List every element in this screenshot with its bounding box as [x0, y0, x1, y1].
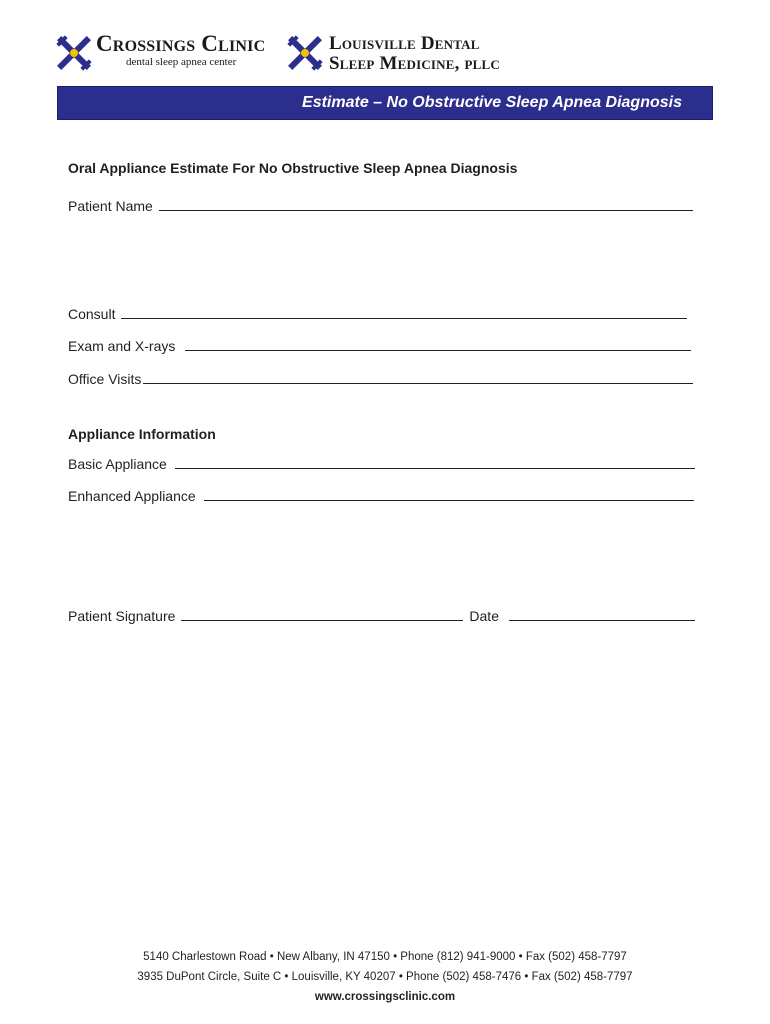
patient-name-line[interactable] [159, 209, 693, 211]
appliance-heading: Appliance Information [68, 426, 216, 442]
patient-name-field [68, 198, 693, 214]
enhanced-appliance-line[interactable] [204, 499, 694, 501]
logo2-line2: Sleep Medicine, pllc [329, 53, 500, 74]
louisville-dental-logo [287, 34, 500, 74]
basic-appliance-line[interactable] [175, 467, 695, 469]
office-visits-label: Office Visits [68, 371, 142, 387]
crossings-clinic-logo [56, 31, 266, 72]
title-banner [57, 86, 713, 120]
logo2-line1: Louisville Dental [329, 33, 480, 54]
patient-name-label: Patient Name [68, 198, 153, 214]
logo1-subtitle: dental sleep apnea center [126, 56, 237, 68]
louisville-x-icon [287, 34, 323, 72]
footer-address-1: 5140 Charlestown Road • New Albany, IN 47150 • Phone (812) 941-9000 • Fax (502) 458-7797 [143, 951, 627, 963]
logo1-title: Crossings Clinic [96, 31, 266, 56]
crossings-x-icon [56, 34, 92, 72]
office-visits-field [68, 371, 693, 387]
date-line[interactable] [509, 619, 695, 621]
consult-label: Consult [68, 306, 116, 322]
basic-appliance-label: Basic Appliance [68, 456, 167, 472]
enhanced-appliance-field [68, 488, 694, 504]
consult-line[interactable] [121, 317, 687, 319]
office-visits-line[interactable] [143, 382, 693, 384]
patient-signature-line[interactable] [181, 619, 463, 621]
exam-xrays-field [68, 338, 691, 354]
enhanced-appliance-label: Enhanced Appliance [68, 488, 196, 504]
form-heading: Oral Appliance Estimate For No Obstructive Sleep Apnea Diagnosis [68, 160, 518, 176]
exam-xrays-label: Exam and X-rays [68, 338, 176, 354]
footer-address-2: 3935 DuPont Circle, Suite C • Louisville, KY 40207 • Phone (502) 458-7476 • Fax (502) 458-7797 [137, 971, 633, 983]
patient-signature-label: Patient Signature [68, 608, 176, 624]
footer-website[interactable]: www.crossingsclinic.com [314, 991, 456, 1003]
exam-xrays-line[interactable] [185, 349, 691, 351]
date-label: Date [469, 608, 499, 624]
signature-field [68, 608, 695, 624]
consult-field [68, 306, 687, 322]
banner-title: Estimate – No Obstructive Sleep Apnea Diagnosis [302, 94, 682, 111]
basic-appliance-field [68, 456, 695, 472]
